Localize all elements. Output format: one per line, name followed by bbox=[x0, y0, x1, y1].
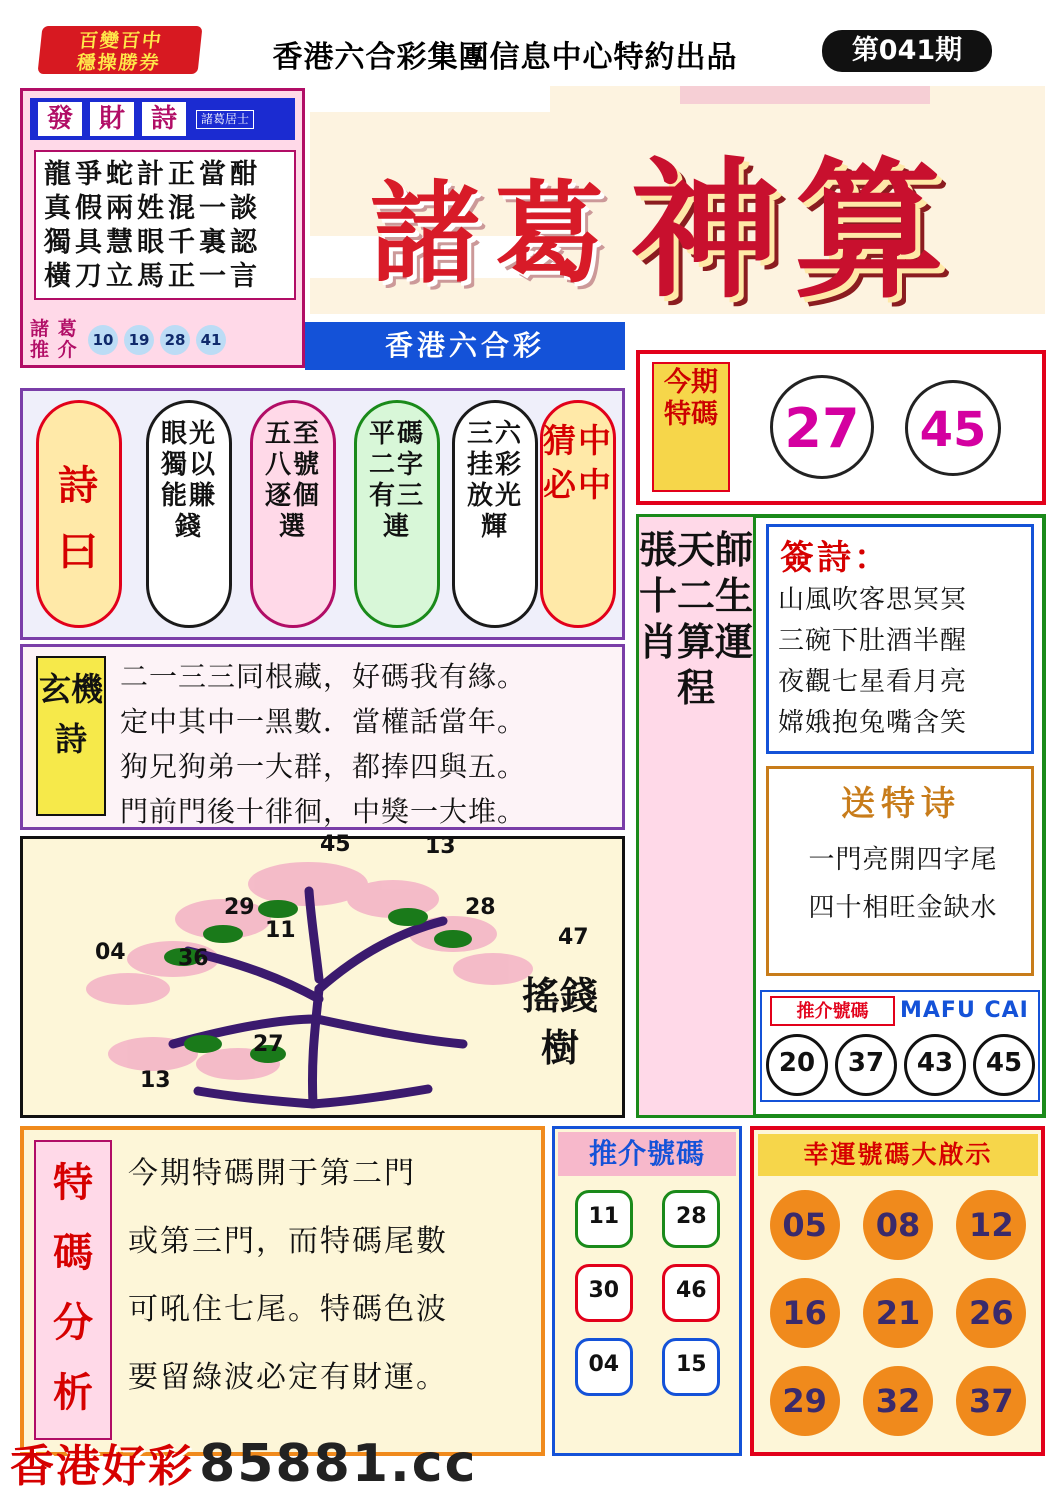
mafu-ball: 45 bbox=[973, 1034, 1035, 1096]
zhuge-recommend-row bbox=[30, 318, 298, 362]
mafu-ball: 43 bbox=[904, 1034, 966, 1096]
tree-number: 29 bbox=[224, 895, 255, 920]
lucky-ball: 32 bbox=[863, 1366, 933, 1436]
poem-head-char-3: 詩 bbox=[142, 102, 186, 136]
recommend-ball: 11 bbox=[575, 1190, 633, 1248]
special-number-ball: 27 bbox=[770, 375, 874, 479]
mafu-ball: 20 bbox=[766, 1034, 828, 1096]
capsule-text: 平碼二字有三連 bbox=[368, 419, 425, 542]
masthead-pink-block bbox=[680, 86, 930, 104]
zhuge-ball: 28 bbox=[160, 325, 190, 355]
songte-line: 四十相旺金缺水 bbox=[808, 893, 998, 923]
fortune-poem-header bbox=[30, 98, 295, 140]
recommend-ball: 15 bbox=[662, 1338, 720, 1396]
mafu-ball-row bbox=[766, 1034, 1036, 1096]
tree-number: 27 bbox=[253, 1032, 284, 1057]
tree-number: 04 bbox=[95, 940, 126, 965]
poem-line: 橫刀立馬正一言 bbox=[44, 261, 261, 292]
analysis-line: 今期特碼開于第二門 bbox=[128, 1156, 416, 1191]
tree-number: 47 bbox=[558, 925, 589, 950]
mafu-english-label: MAFU CAI bbox=[900, 998, 1029, 1023]
qianshi-line: 山風吹客思冥冥 bbox=[778, 585, 968, 615]
tree-number: 28 bbox=[465, 895, 496, 920]
masthead-art bbox=[310, 86, 1045, 314]
analysis-line: 要留綠波必定有財運。 bbox=[128, 1360, 448, 1395]
special-number-label: 今期特碼 bbox=[652, 362, 730, 492]
lucky-ball: 26 bbox=[956, 1278, 1026, 1348]
watermark bbox=[10, 1430, 710, 1494]
xuanji-line: 定中其中一黑數．當權話當年。 bbox=[120, 705, 527, 738]
recommend-ball: 04 bbox=[575, 1338, 633, 1396]
xuanji-poem-label: 玄機詩 bbox=[36, 656, 106, 816]
masthead-white-block-1 bbox=[310, 86, 550, 112]
xuanji-line: 二一三三同根藏，好碼我有緣。 bbox=[120, 660, 527, 693]
recommend-grid bbox=[560, 1190, 735, 1412]
page-title: 香港六合彩集團信息中心特約出品 bbox=[272, 40, 738, 75]
masthead-text-a: 諸葛 bbox=[370, 169, 618, 298]
zhuge-recommend-label-l2: 推 介 bbox=[30, 339, 78, 361]
special-analysis-text bbox=[128, 1140, 533, 1412]
capsule-item bbox=[36, 400, 122, 628]
xuanji-line: 狗兄狗弟一大群，都捧四與五。 bbox=[120, 750, 527, 783]
analysis-line: 或第三門，而特碼尾數 bbox=[128, 1224, 448, 1259]
capsule-item bbox=[354, 400, 440, 628]
songte-lines bbox=[778, 836, 1028, 932]
lucky-row bbox=[758, 1366, 1038, 1436]
songte-line: 一門亮開四字尾 bbox=[808, 845, 998, 875]
zhuge-ball: 19 bbox=[124, 325, 154, 355]
recommend-row bbox=[560, 1190, 735, 1248]
qianshi-line: 夜觀七星看月亮 bbox=[778, 667, 968, 697]
lucky-ball: 05 bbox=[770, 1190, 840, 1260]
lucky-numbers-title: 幸運號碼大啟示 bbox=[758, 1134, 1038, 1176]
brand-logo-line1: 百變百中 bbox=[77, 30, 165, 52]
recommend-ball: 46 bbox=[662, 1264, 720, 1322]
tree-number: 11 bbox=[265, 918, 296, 943]
recommend-ball: 30 bbox=[575, 1264, 633, 1322]
xuanji-poem-lines bbox=[120, 650, 615, 828]
lucky-ball: 08 bbox=[863, 1190, 933, 1260]
zhuge-ball: 41 bbox=[196, 325, 226, 355]
lottery-name-bar: 香港六合彩 bbox=[305, 322, 625, 370]
capsule-item bbox=[146, 400, 232, 628]
qianshi-line: 嫦娥抱兔嘴含笑 bbox=[778, 708, 968, 738]
lucky-ball: 12 bbox=[956, 1190, 1026, 1260]
recommend-ball: 28 bbox=[662, 1190, 720, 1248]
brand-logo-line2: 穩操勝券 bbox=[75, 52, 162, 74]
capsule-text: 五至八號逐個選 bbox=[264, 419, 321, 542]
lucky-ball: 16 bbox=[770, 1278, 840, 1348]
watermark-site-name: 香港好彩 bbox=[10, 1441, 194, 1492]
recommend-row bbox=[560, 1264, 735, 1322]
poem-line: 真假兩姓混一談 bbox=[44, 193, 261, 224]
brand-logo bbox=[37, 26, 202, 74]
special-analysis-label: 特碼分析 bbox=[34, 1140, 112, 1440]
fortune-poem-lines bbox=[34, 150, 296, 300]
poem-head-char-1: 發 bbox=[38, 102, 82, 136]
money-tree-label: 搖錢樹 bbox=[521, 974, 598, 1070]
recommend-title: 推介號碼 bbox=[558, 1132, 736, 1176]
capsule-text: 眼光獨以能賺錢 bbox=[160, 419, 217, 542]
poem-head-subtitle: 諸葛居士 bbox=[196, 110, 254, 129]
lucky-ball: 37 bbox=[956, 1366, 1026, 1436]
mafu-ball: 37 bbox=[835, 1034, 897, 1096]
songte-title: 送特诗 bbox=[841, 784, 961, 824]
lucky-ball: 29 bbox=[770, 1366, 840, 1436]
zhuge-ball: 10 bbox=[88, 325, 118, 355]
mafu-label: 推介號碼 bbox=[770, 996, 895, 1026]
poem-line: 獨具慧眼千裏認 bbox=[44, 227, 261, 258]
watermark-url: 85881.cc bbox=[199, 1434, 478, 1494]
capsule-item bbox=[452, 400, 538, 628]
qianshi-line: 三碗下肚酒半醒 bbox=[778, 626, 968, 656]
special-number-ball: 45 bbox=[905, 380, 1001, 476]
xuanji-line: 門前門後十徘徊，中獎一大堆。 bbox=[120, 795, 527, 828]
lucky-ball: 21 bbox=[863, 1278, 933, 1348]
capsule-text: 三六挂彩放光輝 bbox=[466, 419, 523, 542]
lucky-row bbox=[758, 1190, 1038, 1260]
analysis-line: 可吼住七尾。特碼色波 bbox=[128, 1292, 448, 1327]
masthead-text-b: 神算 bbox=[630, 143, 959, 314]
tree-number: 13 bbox=[140, 1068, 171, 1093]
tree-number: 13 bbox=[425, 834, 456, 859]
tree-number: 45 bbox=[320, 832, 351, 857]
zhuge-recommend-label bbox=[30, 319, 88, 361]
capsule-text: 詩曰 bbox=[58, 463, 100, 575]
qianshi-title: 簽詩： bbox=[780, 538, 891, 578]
capsule-text: 猜中必中 bbox=[543, 421, 613, 504]
zhuge-recommend-label-l1: 諸 葛 bbox=[30, 318, 78, 340]
poem-line: 龍爭蛇計正當酣 bbox=[44, 159, 261, 190]
zhang-tianshi-title: 張天師十二生肖算運程 bbox=[636, 514, 756, 1118]
lucky-numbers-grid bbox=[758, 1190, 1038, 1454]
tree-number: 36 bbox=[178, 946, 209, 971]
capsule-item bbox=[250, 400, 336, 628]
capsule-item bbox=[540, 400, 616, 628]
recommend-row bbox=[560, 1338, 735, 1396]
qianshi-lines bbox=[778, 580, 1028, 744]
issue-badge: 第041期 bbox=[822, 30, 992, 72]
poem-head-char-2: 財 bbox=[90, 102, 134, 136]
lucky-row bbox=[758, 1278, 1038, 1348]
